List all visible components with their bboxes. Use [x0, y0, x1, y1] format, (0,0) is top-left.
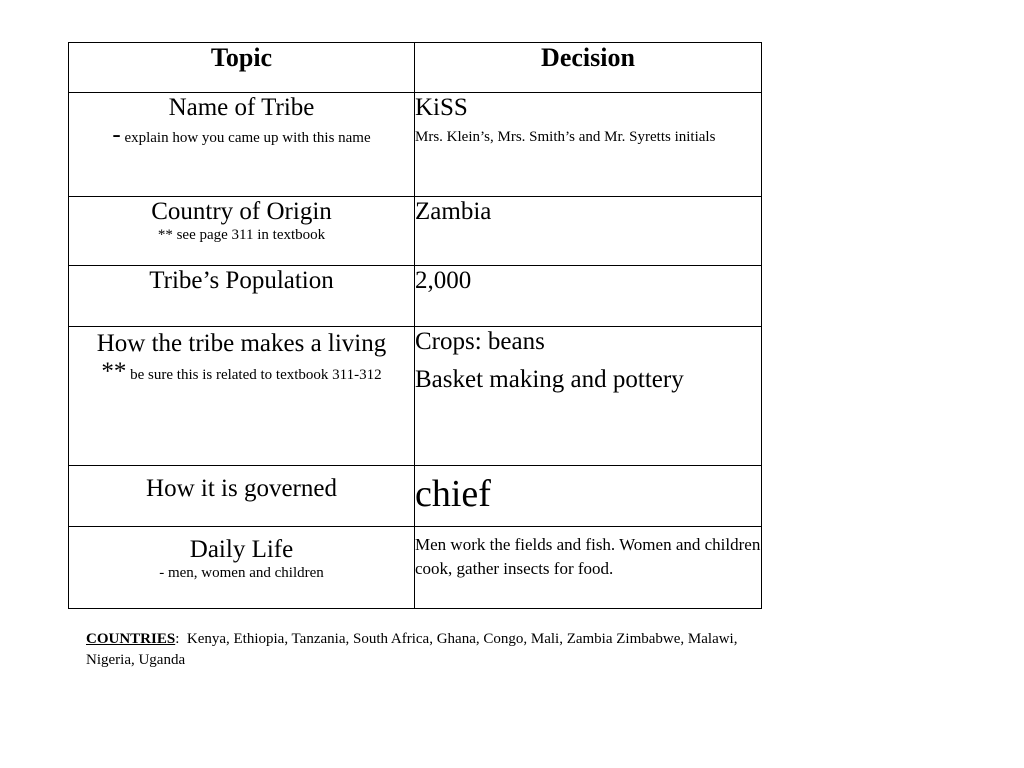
topic-note-mark: ** [101, 358, 127, 385]
topic-cell [69, 527, 415, 609]
decision-cell [415, 527, 762, 609]
header-decision: Decision [415, 43, 762, 93]
table-row [69, 93, 762, 197]
topic-text: Tribe’s Population [149, 267, 334, 294]
decision-cell [415, 466, 762, 527]
decision-text: Men work the fields and fish. Women and children cook, gather insects for food. [415, 535, 761, 578]
decision-text: 2,000 [415, 267, 472, 294]
topic-cell [69, 197, 415, 266]
topic-note: be sure this is related to textbook 311-312 [130, 367, 382, 383]
table-row [69, 327, 762, 466]
table-row [69, 466, 762, 527]
decision-cell [415, 93, 762, 197]
countries-list: Kenya, Ethiopia, Tanzania, South Africa, Ghana, Congo, Mali, Zambia Zimbabwe, Malawi, Nigeria, Uganda [86, 631, 738, 668]
countries-label: COUNTRIES [86, 631, 176, 647]
topic-cell [69, 266, 415, 327]
topic-cell [69, 93, 415, 197]
decision-line-1: Crops: beans [415, 328, 545, 355]
table-row [69, 197, 762, 266]
decision-text: KiSS [415, 94, 468, 121]
topic-text: How it is governed [146, 475, 337, 502]
decision-text: chief [415, 473, 491, 515]
topic-note-line [69, 123, 414, 150]
table-row [69, 266, 762, 327]
countries-note [86, 629, 746, 671]
topic-note: - men, women and children [159, 565, 324, 581]
tribe-planning-table [68, 42, 762, 609]
topic-note: ** see page 311 in textbook [157, 227, 326, 243]
decision-line-2: Basket making and pottery [415, 366, 684, 393]
table-header-row [69, 43, 762, 93]
topic-text: Country of Origin [151, 198, 332, 225]
topic-cell [69, 327, 415, 466]
topic-text: Name of Tribe [168, 94, 315, 121]
countries-separator: : [175, 631, 180, 647]
topic-cell [69, 466, 415, 527]
decision-note: Mrs. Klein’s, Mrs. Smith’s and Mr. Syretts initials [415, 129, 716, 145]
topic-note: explain how you came up with this name [124, 130, 371, 146]
header-topic: Topic [69, 43, 415, 93]
decision-cell [415, 197, 762, 266]
table-row [69, 527, 762, 609]
decision-cell [415, 327, 762, 466]
topic-note-mark: - [112, 121, 121, 148]
decision-cell [415, 266, 762, 327]
topic-text: Daily Life [189, 536, 294, 563]
topic-text: How the tribe makes a living [96, 330, 387, 357]
decision-text: Zambia [415, 198, 492, 225]
topic-note-line [69, 360, 414, 387]
